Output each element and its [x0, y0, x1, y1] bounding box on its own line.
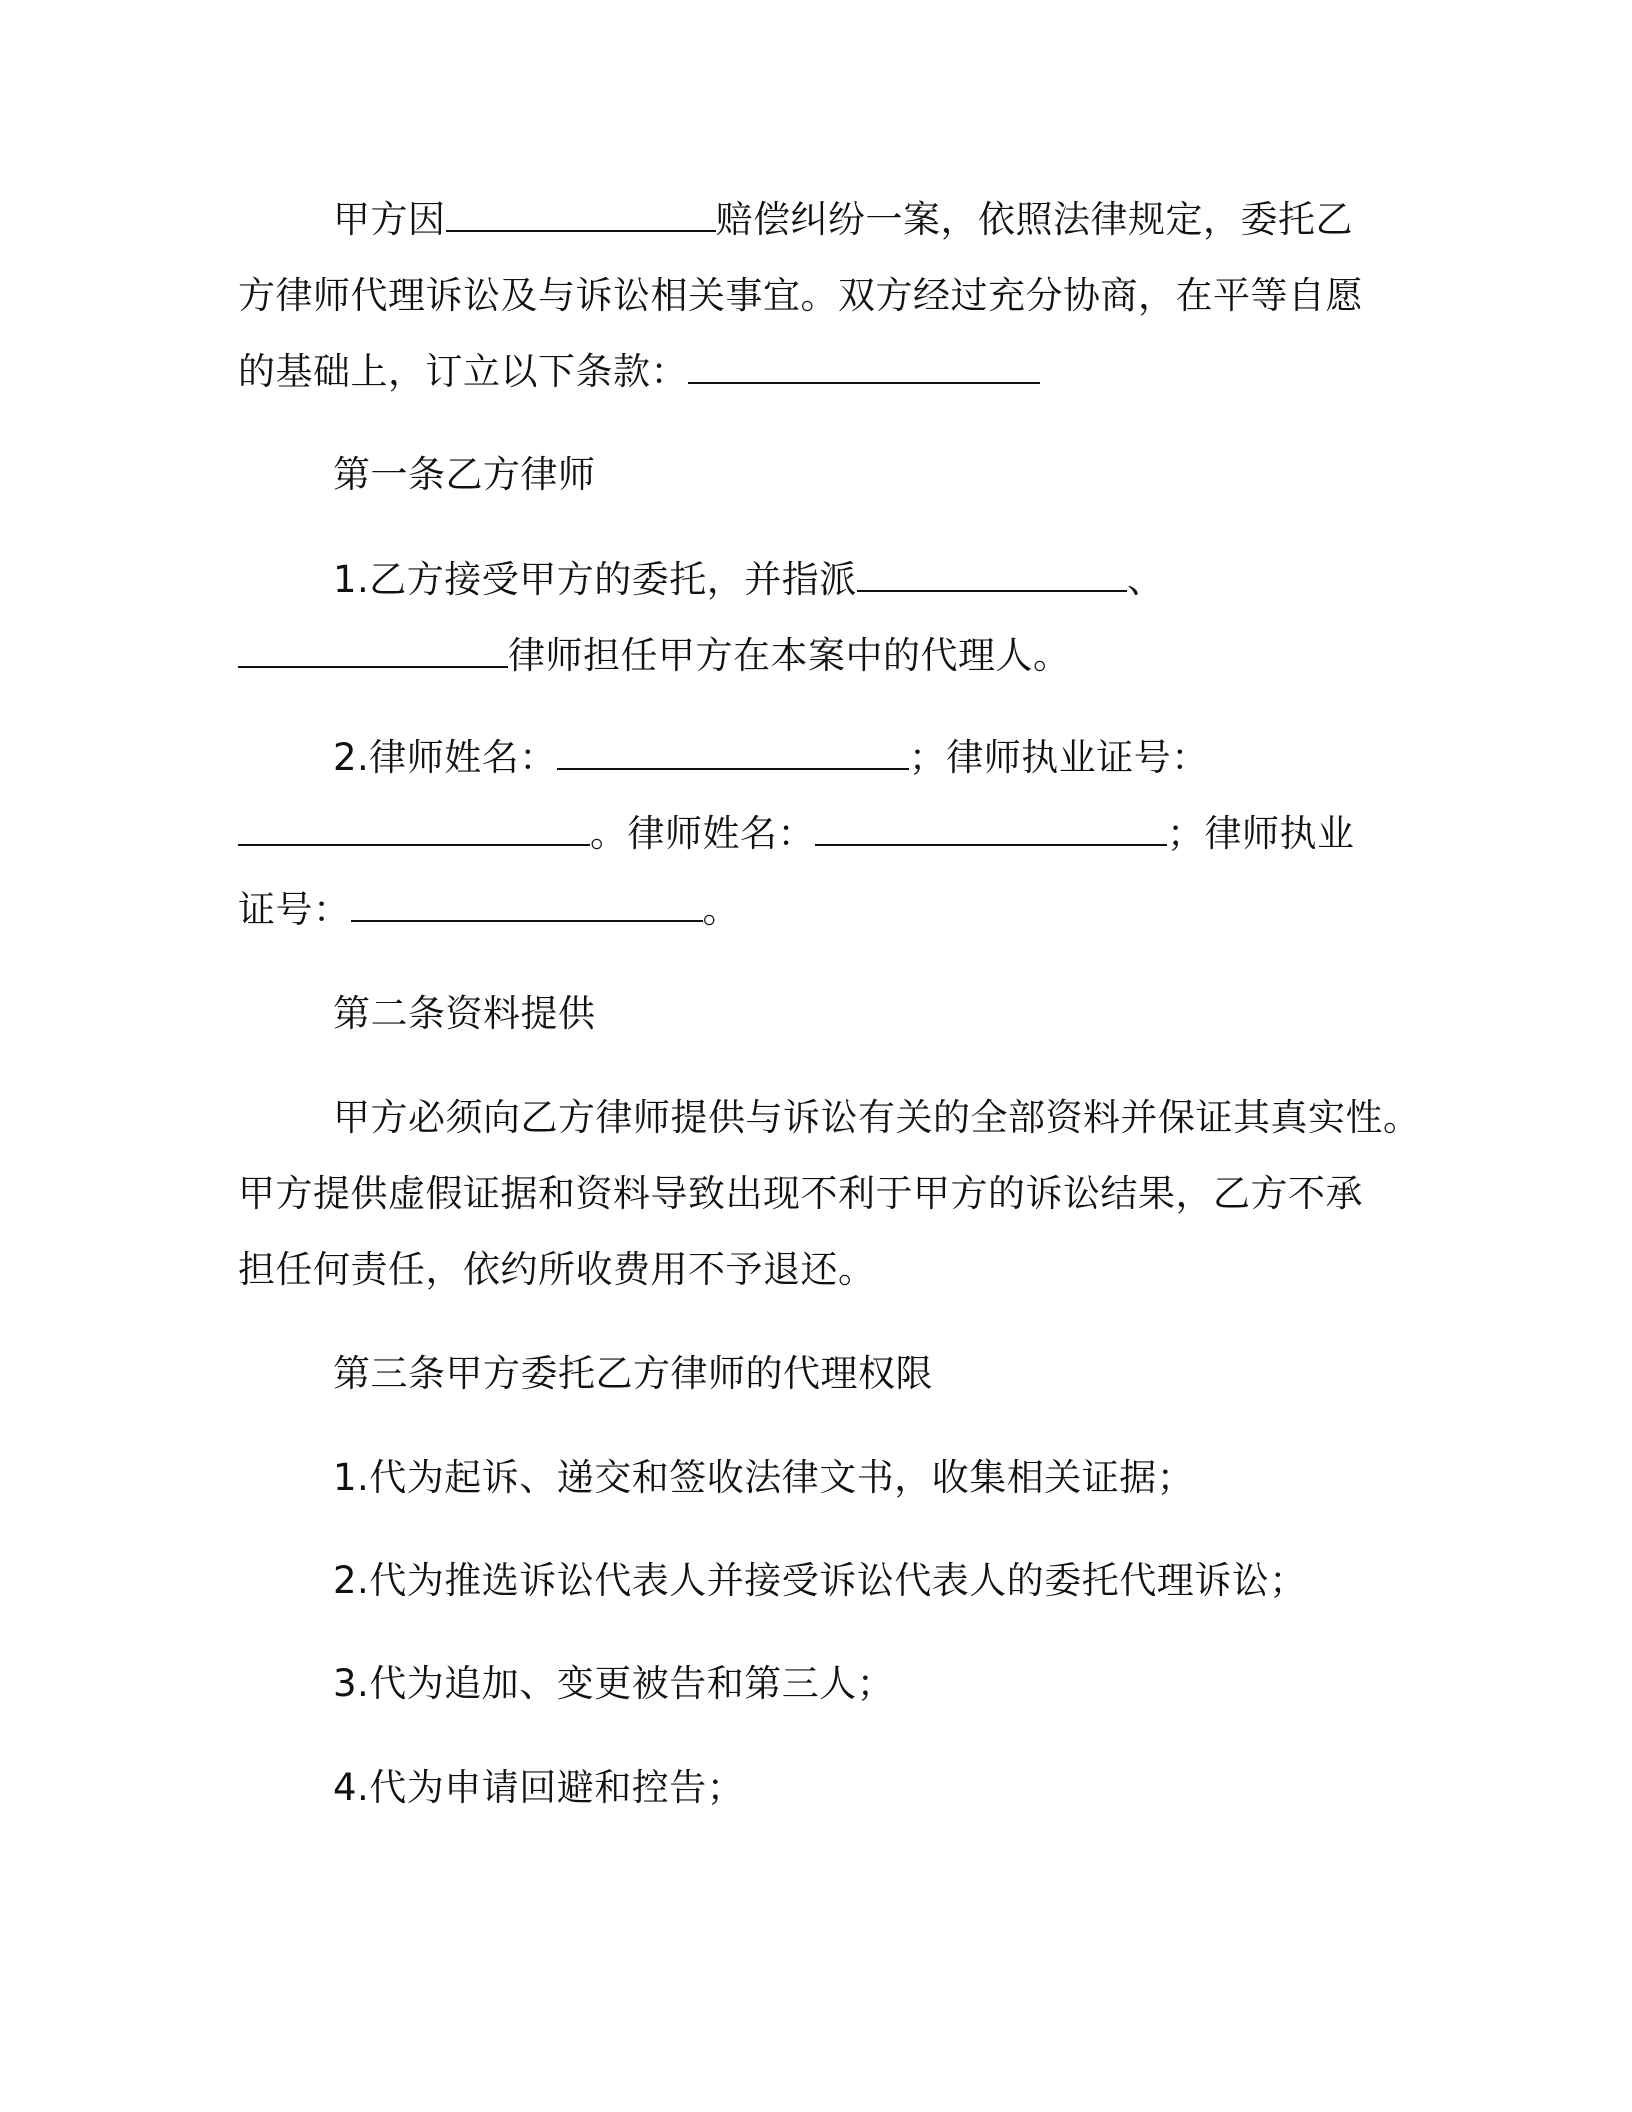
article-3-item: 4.代为申请回避和控告； — [333, 1766, 745, 1809]
intro-line-1 — [333, 196, 1353, 244]
intro-text-a: 甲方因 — [333, 198, 446, 241]
article-2-line-2: 甲方提供虚假证据和资料导致出现不利于甲方的诉讼结果，乙方不承 — [238, 1172, 1363, 1215]
article-1-text: 1.乙方接受甲方的委托，并指派 — [333, 558, 857, 601]
fill-blank[interactable] — [815, 814, 1167, 846]
intro-line-3 — [238, 348, 1040, 396]
article-3-heading: 第三条甲方委托乙方律师的代理权限 — [333, 1352, 933, 1395]
fill-blank[interactable] — [351, 890, 703, 922]
fill-blank[interactable] — [238, 814, 590, 846]
article-3-item: 2.代为推选诉讼代表人并接受诉讼代表人的委托代理诉讼； — [333, 1559, 1307, 1602]
article-1-item-2-line-2 — [238, 810, 1355, 858]
article-1-text: 、 — [1126, 558, 1165, 601]
fill-blank[interactable] — [446, 200, 716, 232]
article-1-item-2-line-1 — [333, 734, 1209, 782]
intro-line-2: 方律师代理诉讼及与诉讼相关事宜。双方经过充分协商，在平等自愿 — [238, 274, 1363, 317]
article-3-item: 3.代为追加、变更被告和第三人； — [333, 1662, 895, 1705]
article-1-text: ；律师执业 — [1167, 812, 1355, 855]
article-1-item-1-line-2 — [238, 632, 1071, 680]
article-1-text: ；律师执业证号： — [908, 736, 1209, 779]
fill-blank[interactable] — [557, 738, 909, 770]
article-1-item-2-line-3 — [238, 886, 740, 934]
fill-blank[interactable] — [688, 352, 1040, 384]
article-1-heading: 第一条乙方律师 — [333, 453, 596, 496]
article-3-item: 1.代为起诉、递交和签收法律文书，收集相关证据； — [333, 1456, 1195, 1499]
intro-text-c: 的基础上，订立以下条款： — [238, 350, 688, 393]
article-2-line-1: 甲方必须向乙方律师提供与诉讼有关的全部资料并保证其真实性。 — [333, 1096, 1421, 1139]
intro-text-b: 赔偿纠纷一案，依照法律规定，委托乙 — [715, 198, 1353, 241]
article-1-text: 。 — [702, 888, 740, 931]
fill-blank[interactable] — [238, 636, 508, 668]
article-1-text: 证号： — [238, 888, 351, 931]
fill-blank[interactable] — [857, 560, 1127, 592]
article-1-text: 律师担任甲方在本案中的代理人。 — [508, 634, 1071, 677]
article-1-text: 2.律师姓名： — [333, 736, 557, 779]
article-1-item-1-line-1 — [333, 556, 1164, 604]
article-2-line-3: 担任何责任，依约所收费用不予退还。 — [238, 1248, 876, 1291]
article-1-text: 。律师姓名： — [590, 812, 815, 855]
article-2-heading: 第二条资料提供 — [333, 992, 596, 1035]
